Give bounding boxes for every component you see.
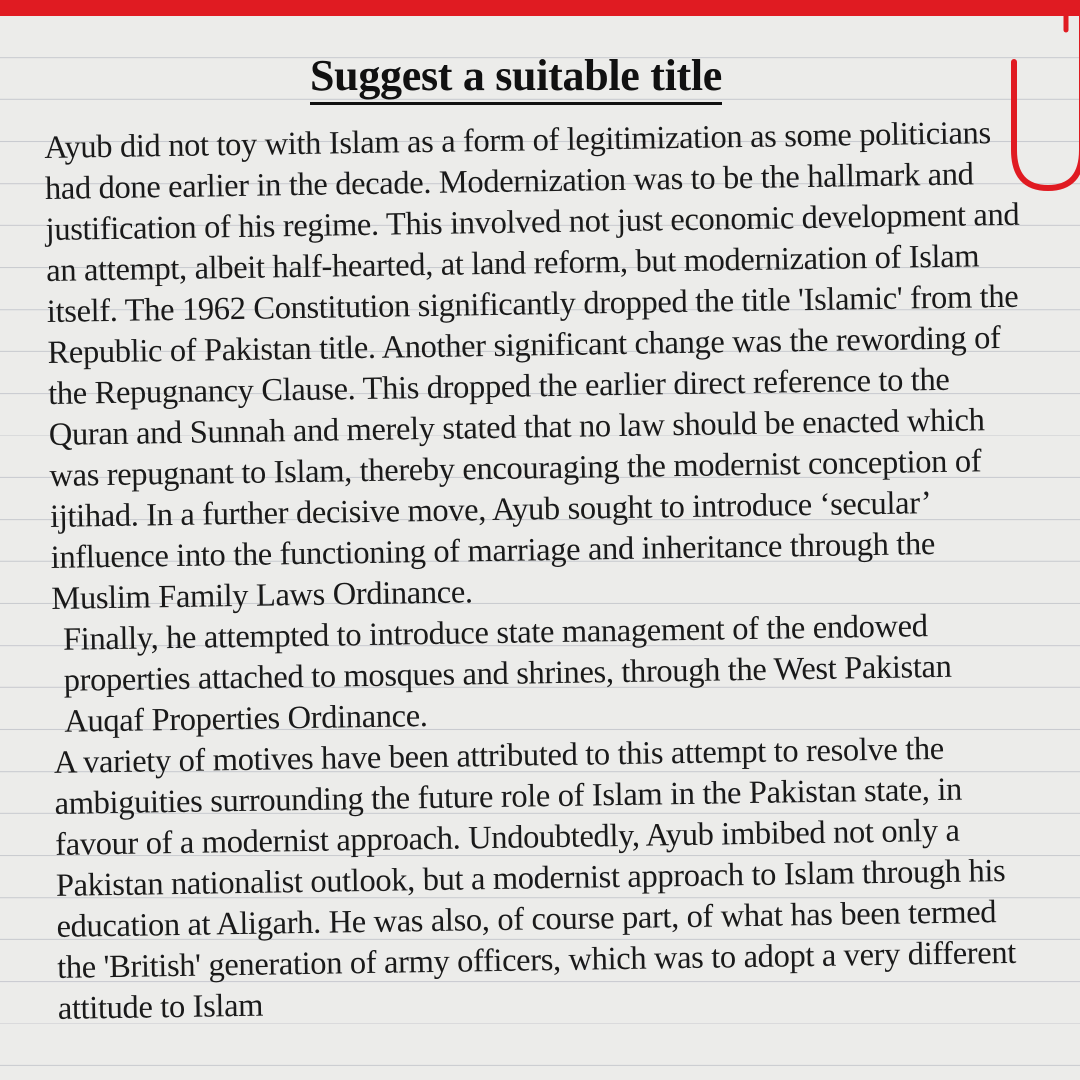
page-title — [0, 52, 1032, 100]
page-title-text: Suggest a suitable title — [310, 51, 722, 105]
paragraph-1: Ayub did not toy with Islam as a form of legitimization as some politicians had done earlier in the decade. Modernization was to be the hallmark and justification of his regime. This involved not just economic development and an attempt, albeit half-hearted, at land reform, but modernization of Islam itself. The 1962 Constitution significantly dropped the title 'Islamic' from the Republic of Pakistan title. Another significant change was the rewording of the Repugnancy Clause. This dropped the earlier direct reference to the Quran and Sunnah and merely stated that no law should be enacted which was repugnant to Islam, thereby encouraging the modernist conception of ijtihad. In a further decisive move, Ayub sought to introduce ‘secular’ influence into the functioning of marriage and inheritance through the Muslim Family Laws Ordinance. — [44, 115, 1020, 617]
paragraph-3: A variety of motives have been attributed to this attempt to resolve the ambiguities surrounding the future role of Islam in the Pakistan state, in favour of a modernist approach. Undoubtedly, Ayub imbibed not only a Pakistan nationalist outlook, but a modernist approach to Islam through his education at Aligarh. He was also, of course part, of what has been termed the 'British' generation of army officers, which was to adopt a very different attitude to Islam — [53, 730, 1017, 1027]
paragraph-2: Finally, he attempted to introduce state management of the endowed properties attached to mosques and shrines, through the West Pakistan Auqaf Properties Ordinance. — [62, 608, 952, 740]
document-body — [44, 113, 1038, 1030]
top-accent-bar — [0, 0, 1080, 16]
